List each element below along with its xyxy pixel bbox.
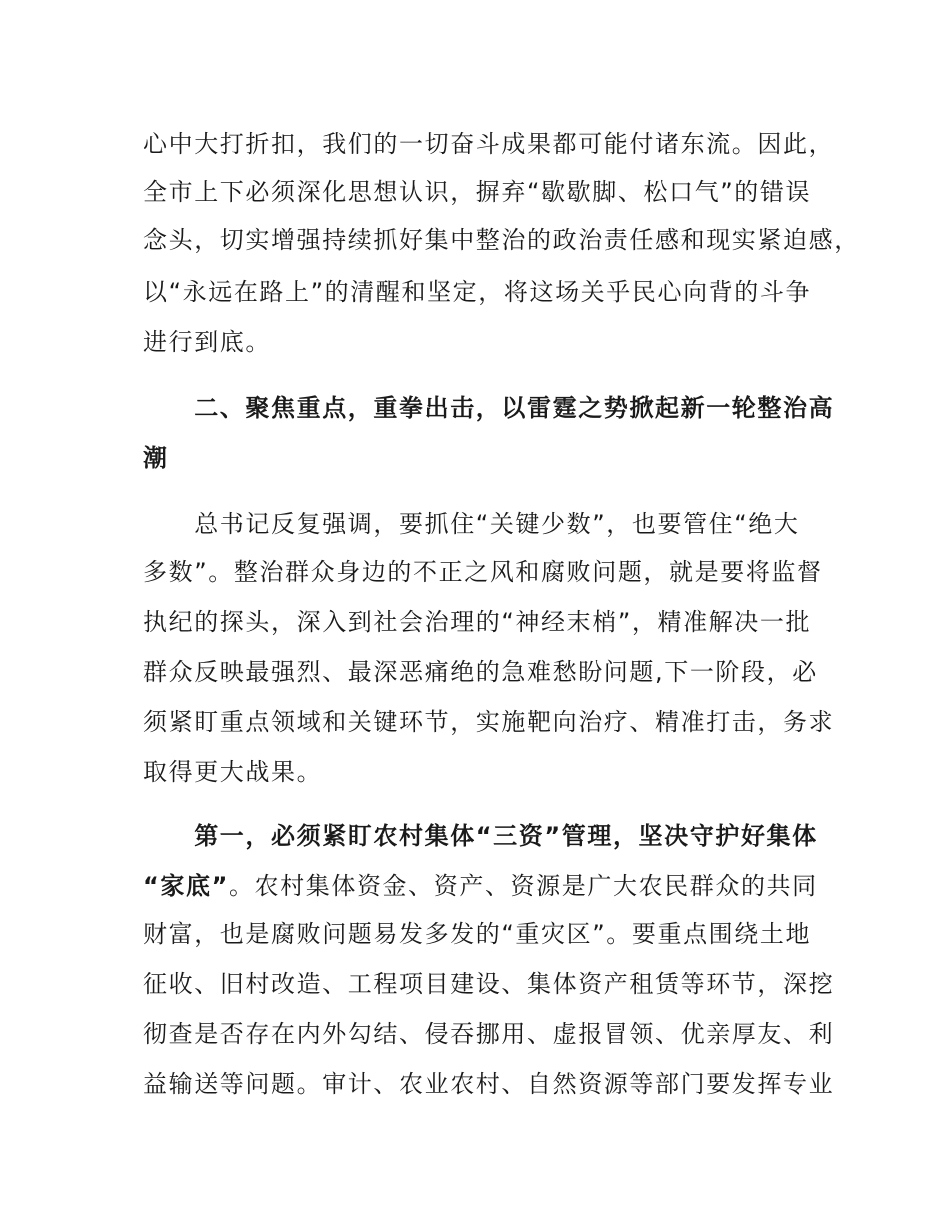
paragraph-line: 益输送等问题。审计、农业农村、自然资源等部门要发挥专业: [143, 1070, 835, 1098]
paragraph-line: 多数”。整治群众身边的不正之风和腐败问题，就是要将监督: [143, 558, 823, 586]
paragraph-line: 群众反映最强烈、最深恶痛绝的急难愁盼问题,下一阶段，必: [143, 658, 818, 686]
subsection-heading-cont: “家底”: [143, 872, 229, 900]
paragraph-line: 彻查是否存在内外勾结、侵吞挪用、虚报冒领、优亲厚友、利: [143, 1020, 835, 1048]
paragraph-line: 征收、旧村改造、工程项目建设、集体资产租赁等环节，深挖: [143, 970, 835, 998]
paragraph-text: 。农村集体资金、资产、资源是广大农民群众的共同: [228, 872, 818, 900]
paragraph-line: 须紧盯重点领域和关键环节，实施靶向治疗、精准打击，务求: [143, 708, 835, 736]
paragraph-line: 以“永远在路上”的清醒和坚定，将这场关乎民心向背的斗争: [143, 278, 812, 306]
paragraph-line: 全市上下必须深化思想认识，摒弃“歇歇脚、松口气”的错误: [143, 178, 812, 206]
subsection-heading: 第一，必须紧盯农村集体“三资”管理，坚决守护好集体: [143, 822, 818, 850]
section-heading: 二、聚焦重点，重拳出击，以雷霆之势掀起新一轮整治高: [143, 394, 835, 422]
paragraph-line: 念头，切实增强持续抓好集中整治的政治责任感和现实紧迫感，: [143, 226, 860, 254]
paragraph-line: 执纪的探头，深入到社会治理的“神经末梢”，精准解决一批: [143, 608, 812, 636]
mixed-line: [143, 871, 823, 901]
paragraph-line: 财富，也是腐败问题易发多发的“重灾区”。要重点围绕土地: [143, 920, 812, 948]
paragraph-line: 心中大打折扣，我们的一切奋斗成果都可能付诸东流。因此，: [143, 130, 835, 158]
paragraph-line: 取得更大战果。: [143, 758, 323, 786]
paragraph-line: 进行到底。: [143, 328, 271, 356]
section-heading-cont: 潮: [143, 444, 169, 472]
paragraph-line: 总书记反复强调，要抓住“关键少数”，也要管住“绝大: [143, 510, 800, 538]
